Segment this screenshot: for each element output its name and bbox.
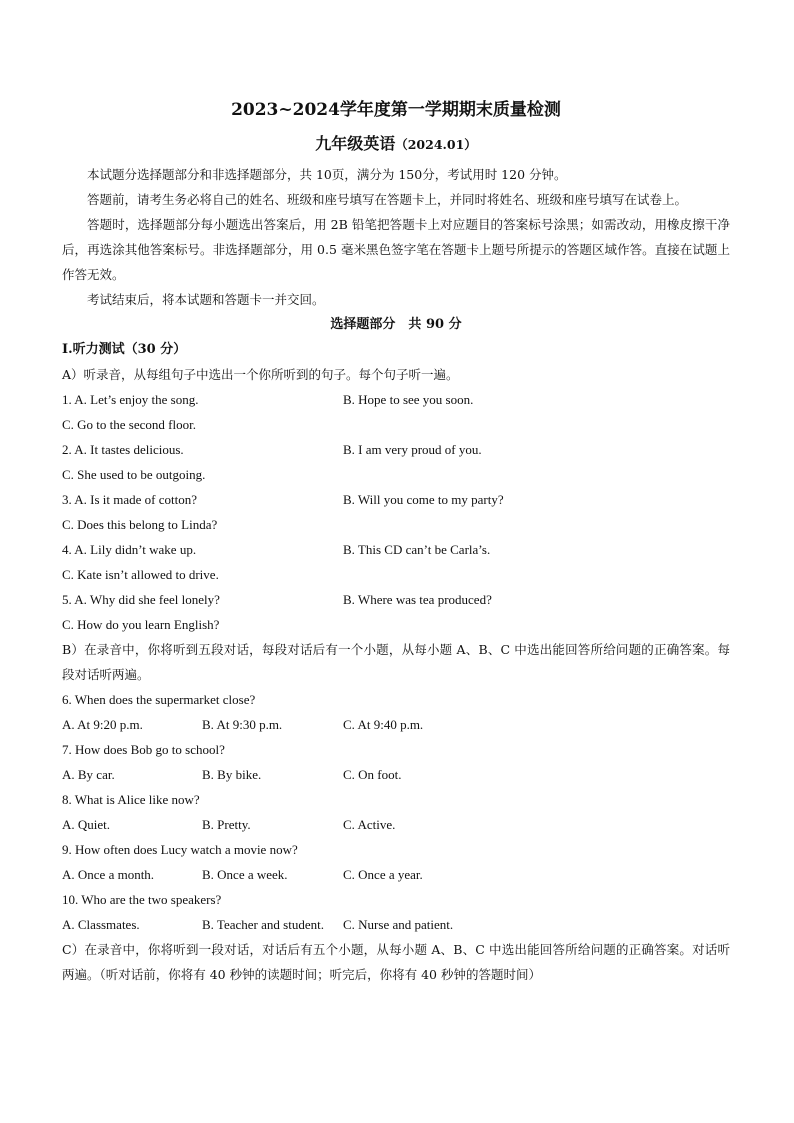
option-b: B. At 9:30 p.m.	[202, 717, 283, 732]
option-c: C. Active.	[343, 817, 396, 832]
options-row	[62, 762, 730, 787]
option-a: A. Once a month.	[62, 867, 155, 882]
option-b: B. This CD can’t be Carla’s.	[343, 542, 491, 557]
question-stem: 7. How does Bob go to school?	[62, 742, 225, 757]
option-c: C. Go to the second floor.	[62, 417, 196, 432]
option-b: B. I am very proud of you.	[343, 442, 482, 457]
exam-page	[62, 95, 730, 987]
option-a: A. At 9:20 p.m.	[62, 717, 143, 732]
option-c: C. On foot.	[343, 767, 402, 782]
options-row	[62, 812, 730, 837]
question-stem: 10. Who are the two speakers?	[62, 892, 222, 907]
option-a: 2. A. It tastes delicious.	[62, 442, 184, 457]
option-b: B. Will you come to my party?	[343, 492, 504, 507]
section-title: 选择题部分 共 90 分	[330, 317, 462, 332]
options-row	[62, 862, 730, 887]
option-a: A. By car.	[62, 767, 115, 782]
subject-name: 九年级英语	[315, 134, 396, 153]
question-row	[62, 587, 730, 612]
question-row	[62, 387, 730, 412]
exam-subtitle	[62, 131, 730, 158]
part-a-questions	[62, 387, 730, 637]
question-stem: 8. What is Alice like now?	[62, 792, 200, 807]
question-stem: 9. How often does Lucy watch a movie now?	[62, 842, 298, 857]
question-row	[62, 487, 730, 512]
option-b: B. Where was tea produced?	[343, 592, 492, 607]
option-c: C. How do you learn English?	[62, 617, 220, 632]
part-b-instruction: B）在录音中，你将听到五段对话，每段对话后有一个小题，从每小题 A、B、C 中选出能回答所给问题的正确答案。每段对话听两遍。	[62, 642, 730, 682]
exam-date: （2024.01）	[395, 137, 477, 152]
option-c: C. Nurse and patient.	[343, 917, 454, 932]
options-row	[62, 912, 730, 937]
option-a: A. Quiet.	[62, 817, 111, 832]
question-row	[62, 537, 730, 562]
option-a: 1. A. Let’s enjoy the song.	[62, 392, 199, 407]
instruction-paragraph: 答题前，请考生务必将自己的姓名、班级和座号填写在答题卡上，并同时将姓名、班级和座号填写在试卷上。	[87, 192, 688, 207]
option-c: C. She used to be outgoing.	[62, 467, 206, 482]
option-b: B. Pretty.	[202, 817, 251, 832]
option-b: B. Once a week.	[202, 867, 288, 882]
option-a: 5. A. Why did she feel lonely?	[62, 592, 220, 607]
question-row	[62, 437, 730, 462]
option-b: B. Hope to see you soon.	[343, 392, 474, 407]
option-a: A. Classmates.	[62, 917, 140, 932]
option-b: B. By bike.	[202, 767, 262, 782]
option-c: C. Does this belong to Linda?	[62, 517, 218, 532]
option-c: C. At 9:40 p.m.	[343, 717, 424, 732]
option-a: 4. A. Lily didn’t wake up.	[62, 542, 197, 557]
option-c: C. Kate isn’t allowed to drive.	[62, 567, 219, 582]
part-a-instruction: A）听录音，从每组句子中选出一个你所听到的句子。每个句子听一遍。	[62, 367, 459, 382]
option-b: B. Teacher and student.	[202, 917, 324, 932]
instruction-paragraph: 考试结束后，将本试题和答题卡一并交回。	[87, 292, 325, 307]
instruction-paragraph: 答题时，选择题部分每小题选出答案后，用 2B 铅笔把答题卡上对应题目的答案标号涂黑；如需改动，用橡皮擦干净后，再选涂其他答案标号。非选择题部分，用 0.5 毫米黑色签字笔在答题卡上题号所提示的答题区域作答。直接在试题上作答无效。	[62, 217, 730, 282]
options-row	[62, 712, 730, 737]
exam-title: 2023~2024学年度第一学期期末质量检测	[231, 100, 561, 120]
instruction-paragraph: 本试题分选择题部分和非选择题部分，共 10页，满分为 150分，考试用时 120 分钟。	[87, 167, 567, 182]
part-heading: Ⅰ.听力测试（30 分）	[62, 342, 187, 357]
part-b-questions	[62, 687, 730, 937]
question-stem: 6. When does the supermarket close?	[62, 692, 256, 707]
part-c-instruction: C）在录音中，你将听到一段对话，对话后有五个小题，从每小题 A、B、C 中选出能回答所给问题的正确答案。对话听两遍。（听对话前，你将有 40 秒钟的读题时间；听完后，你将有 40 秒钟的答题时间）	[62, 942, 730, 982]
option-c: C. Once a year.	[343, 867, 423, 882]
option-a: 3. A. Is it made of cotton?	[62, 492, 198, 507]
